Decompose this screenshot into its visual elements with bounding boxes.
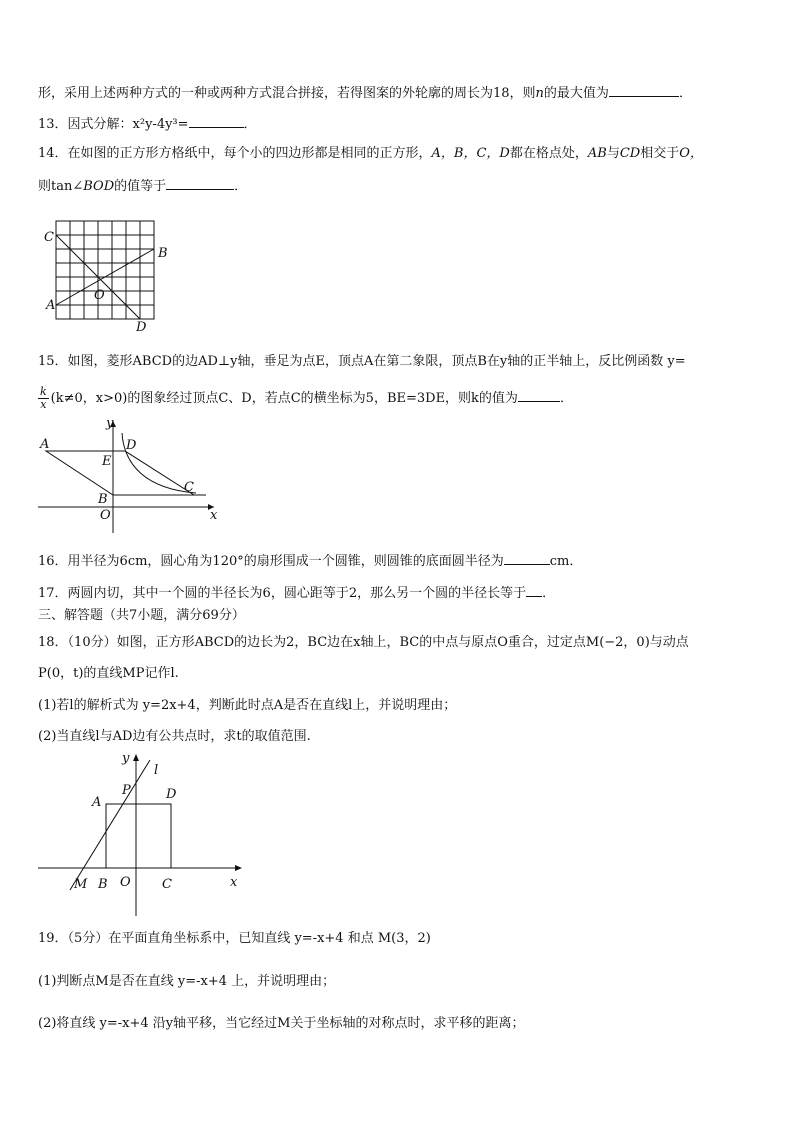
label-x: x	[210, 508, 218, 523]
q14-text-eq: 的值等于	[114, 179, 167, 194]
label-y: y	[122, 751, 130, 766]
q14-grid-lines	[56, 221, 154, 319]
q15-frac-den: x	[40, 398, 47, 411]
line-l	[70, 760, 150, 890]
q12-end-text: 的最大值为	[543, 86, 609, 101]
q18-text-a: 18．（10分）如图，正方形ABCD的边长为2，BC边在x轴上，BC的中点与原点O重合，过定点M(−2，0)与动点	[38, 635, 689, 650]
label-d: D	[136, 320, 147, 335]
q19-part2-text: (2)将直线 y=-x+4 沿y轴平移，当它经过M关于坐标轴的对称点时，求平移的距离；	[38, 1016, 525, 1031]
q16-line	[38, 550, 582, 572]
q14-tan-text: 则tan∠	[38, 179, 84, 194]
label-b: B	[98, 877, 108, 892]
q12-var: n	[535, 86, 544, 101]
q14-cd: CD	[619, 146, 641, 161]
q15-frac-num: k	[40, 385, 47, 398]
q18-part1-text: (1)若l的解析式为 y=2x+4，判断此时点A是否在直线l上，并说明理由；	[38, 698, 457, 713]
q17-answer-blank[interactable]	[526, 582, 542, 597]
label-o: O	[120, 875, 131, 890]
label-e: E	[102, 454, 112, 469]
square-abcd	[106, 804, 171, 868]
q13-answer-blank[interactable]	[189, 113, 244, 128]
label-o: O	[94, 288, 105, 303]
q18-part2-text: (2)当直线l与AD边有公共点时，求t的取值范围.	[38, 729, 311, 744]
q15-line2: $\frac{k}{x}$ (k≠0，x>0)的图象经过顶点C、D，若点C的横坐标为5，BE=3DE，则k的值为 ．	[40, 385, 573, 411]
q14-angle: BOD	[83, 179, 115, 194]
q17-text: 17．两圆内切，其中一个圆的半径长为6，圆心距等于2，那么另一个圆的半径长等于	[38, 586, 527, 601]
q15-line1	[38, 352, 686, 372]
label-a: A	[92, 795, 102, 810]
label-m: M	[74, 877, 88, 892]
q17-line: 17．两圆内切，其中一个圆的半径长为6，圆心距等于2，那么另一个圆的半径长等于 ．	[38, 582, 555, 604]
q16-unit: cm．	[549, 554, 583, 569]
q18-line2	[38, 664, 179, 684]
label-a: A	[46, 298, 56, 313]
q14-text-c: 与	[606, 146, 620, 161]
label-d: D	[166, 787, 177, 802]
q18-part1	[38, 696, 456, 716]
rhombus-abcd	[46, 451, 194, 495]
q13-line: 13．因式分解：x²y-4y³= ．	[38, 113, 257, 135]
q14-line1	[38, 144, 703, 164]
q19-part2	[38, 1014, 524, 1034]
q15-text-b: (k≠0，x>0)的图象经过顶点C、D，若点C的横坐标为5，BE=3DE，则k的值为	[50, 391, 518, 406]
q12-tail-line: 形，采用上述两种方式的一种或两种方式混合拼接，若得图案的外轮廓的周长为18，则n的最大值为 ．	[38, 82, 692, 104]
label-l: l	[154, 763, 159, 778]
label-b: B	[158, 246, 168, 261]
label-a: A	[40, 437, 50, 452]
section3-text: 三、解答题（共7小题，满分69分）	[38, 608, 245, 623]
section3-heading	[38, 606, 245, 626]
label-c: C	[184, 480, 194, 495]
label-y: y	[106, 416, 114, 431]
q14-line2: 则tan∠BOD的值等于 ．	[38, 175, 247, 197]
label-d: D	[126, 438, 137, 453]
q14-grid-figure	[40, 215, 180, 340]
q12-tail-text: 形，采用上述两种方式的一种或两种方式混合拼接，若得图案的外轮廓的周长为18，则	[38, 86, 536, 101]
label-c: C	[162, 877, 172, 892]
q18-text-b: P(0，t)的直线MP记作l.	[38, 666, 179, 681]
q14-text-d: 相交于	[640, 146, 680, 161]
q19-part1-text: (1)判断点M是否在直线 y=-x+4 上，并说明理由；	[38, 974, 336, 989]
q15-rhombus-figure	[36, 415, 226, 525]
q16-answer-blank[interactable]	[504, 550, 550, 565]
label-p: P	[122, 783, 131, 798]
y-axis-arrow	[133, 754, 139, 761]
x-axis-arrow	[235, 865, 242, 871]
q14-points: A，B，C，D	[431, 146, 510, 161]
q19-text-a: 19．（5分）在平面直角坐标系中，已知直线 y=-x+4 和点 M(3，2)	[38, 931, 431, 946]
q14-text-a: 14．在如图的正方形方格纸中，每个小的四边形都是相同的正方形，	[38, 146, 432, 161]
q16-text: 16．用半径为6cm，圆心角为120°的扇形围成一个圆锥，则圆锥的底面圆半径为	[38, 554, 504, 569]
label-b: B	[98, 492, 108, 507]
q18-line1	[38, 633, 689, 653]
q15-fraction	[38, 386, 49, 411]
q19-part1	[38, 972, 335, 992]
q14-text-b: 都在格点处，	[509, 146, 588, 161]
q15-answer-blank[interactable]	[518, 387, 560, 402]
q14-answer-blank[interactable]	[166, 175, 234, 190]
label-c: C	[44, 230, 54, 245]
q15-text-a: 15．如图，菱形ABCD的边AD⊥y轴，垂足为点E，顶点A在第二象限，顶点B在y轴的正半轴上，反比例函数 y=	[38, 354, 686, 369]
q18-part2	[38, 727, 311, 747]
q13-text: 13．因式分解：x²y-4y³=	[38, 117, 189, 132]
label-o: O	[100, 508, 111, 523]
q12-answer-blank[interactable]	[609, 82, 679, 97]
q19-line1	[38, 929, 431, 949]
label-x: x	[230, 875, 238, 890]
q14-ab: AB	[587, 146, 607, 161]
q14-o: O，	[679, 146, 703, 161]
q18-square-figure	[36, 750, 256, 920]
